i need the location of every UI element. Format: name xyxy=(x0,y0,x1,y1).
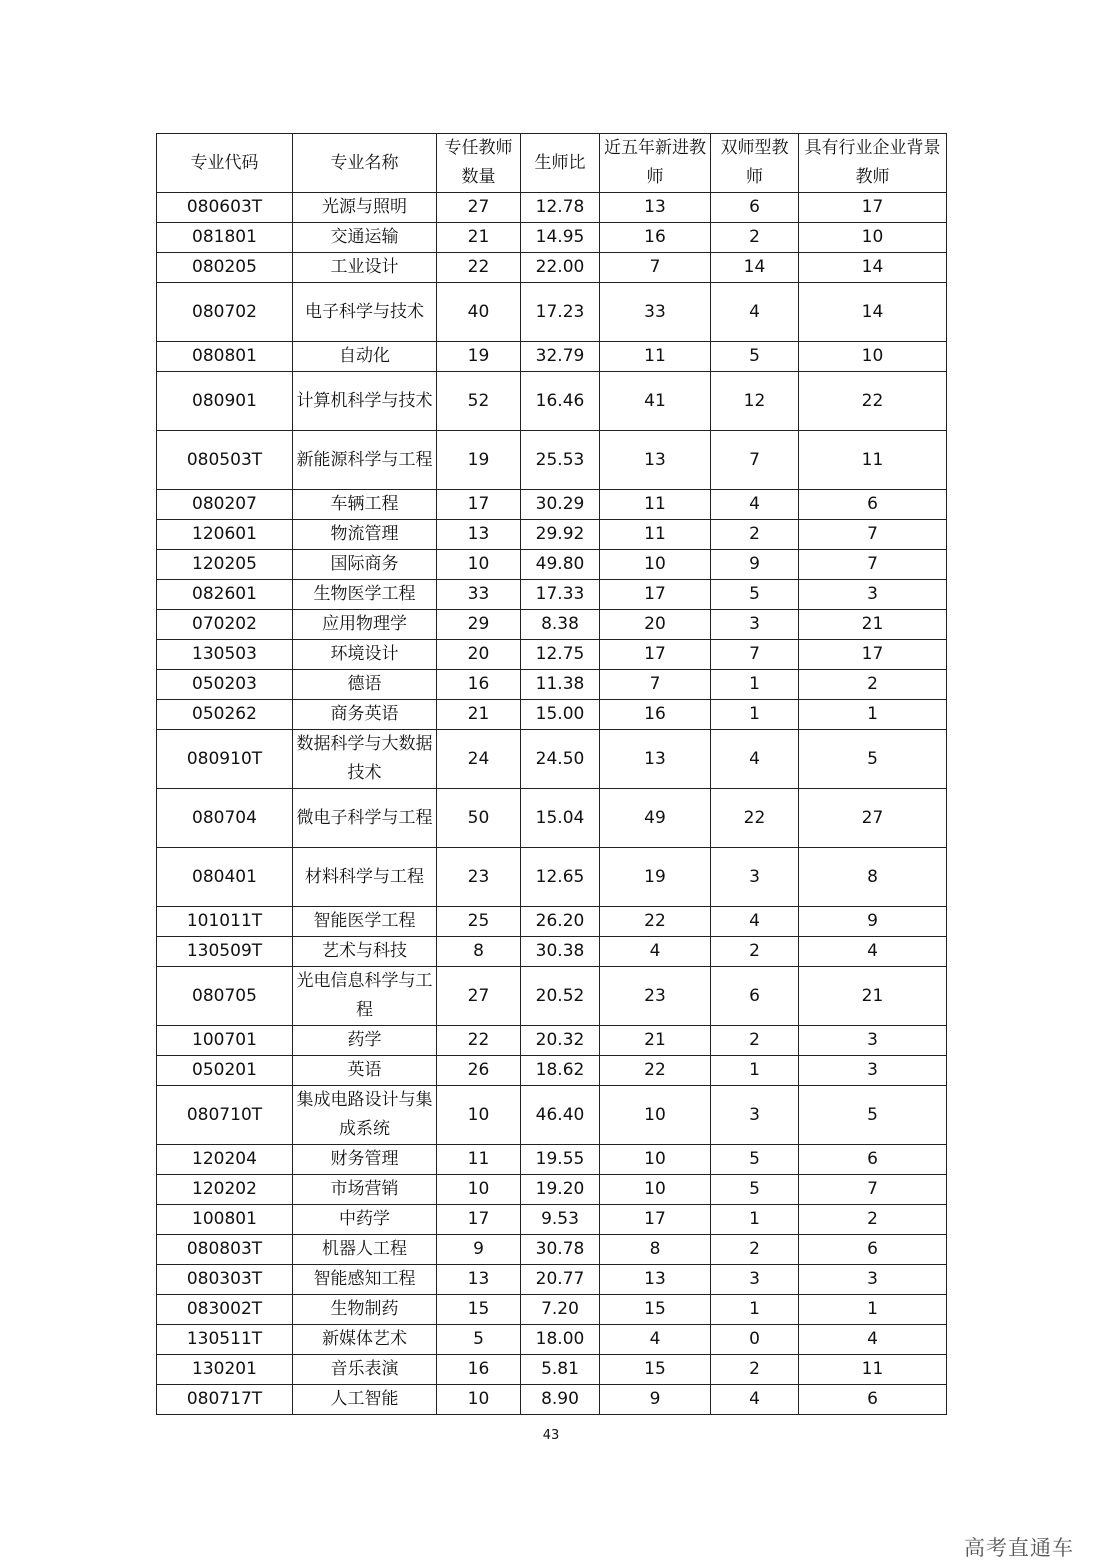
table-row xyxy=(157,283,947,342)
cell-dual-teachers: 6 xyxy=(711,967,799,1026)
cell-code: 120601 xyxy=(157,520,293,550)
cell-industry-teachers: 22 xyxy=(799,372,947,431)
cell-teachers: 27 xyxy=(437,967,521,1026)
cell-code: 080803T xyxy=(157,1235,293,1265)
cell-ratio: 17.33 xyxy=(521,580,600,610)
cell-ratio: 30.29 xyxy=(521,490,600,520)
cell-teachers: 17 xyxy=(437,1205,521,1235)
cell-industry-teachers: 14 xyxy=(799,283,947,342)
cell-ratio: 49.80 xyxy=(521,550,600,580)
cell-dual-teachers: 0 xyxy=(711,1325,799,1355)
table-row xyxy=(157,520,947,550)
cell-teachers: 24 xyxy=(437,730,521,789)
cell-industry-teachers: 11 xyxy=(799,1355,947,1385)
cell-new-teachers: 17 xyxy=(600,1205,711,1235)
cell-name: 计算机科学与技术 xyxy=(293,372,437,431)
cell-industry-teachers: 3 xyxy=(799,1026,947,1056)
cell-industry-teachers: 7 xyxy=(799,520,947,550)
cell-ratio: 16.46 xyxy=(521,372,600,431)
cell-ratio: 17.23 xyxy=(521,283,600,342)
cell-code: 080205 xyxy=(157,253,293,283)
cell-name: 智能感知工程 xyxy=(293,1265,437,1295)
cell-industry-teachers: 3 xyxy=(799,580,947,610)
cell-new-teachers: 23 xyxy=(600,967,711,1026)
cell-name: 生物医学工程 xyxy=(293,580,437,610)
cell-dual-teachers: 4 xyxy=(711,907,799,937)
cell-new-teachers: 33 xyxy=(600,283,711,342)
page-number: 43 xyxy=(542,1428,560,1443)
cell-code: 050201 xyxy=(157,1056,293,1086)
cell-teachers: 13 xyxy=(437,1265,521,1295)
cell-new-teachers: 17 xyxy=(600,580,711,610)
cell-industry-teachers: 6 xyxy=(799,1235,947,1265)
cell-code: 080303T xyxy=(157,1265,293,1295)
cell-industry-teachers: 6 xyxy=(799,1385,947,1415)
cell-name: 应用物理学 xyxy=(293,610,437,640)
cell-code: 080705 xyxy=(157,967,293,1026)
cell-new-teachers: 16 xyxy=(600,223,711,253)
cell-industry-teachers: 27 xyxy=(799,789,947,848)
cell-code: 120204 xyxy=(157,1145,293,1175)
header-name: 专业名称 xyxy=(293,134,437,193)
cell-code: 080207 xyxy=(157,490,293,520)
cell-teachers: 19 xyxy=(437,342,521,372)
cell-new-teachers: 21 xyxy=(600,1026,711,1056)
table-row xyxy=(157,1325,947,1355)
cell-dual-teachers: 4 xyxy=(711,490,799,520)
header-industry-teachers: 具有行业企业背景教师 xyxy=(799,134,947,193)
cell-new-teachers: 15 xyxy=(600,1355,711,1385)
cell-teachers: 50 xyxy=(437,789,521,848)
cell-name: 物流管理 xyxy=(293,520,437,550)
cell-industry-teachers: 14 xyxy=(799,253,947,283)
table-row xyxy=(157,342,947,372)
cell-dual-teachers: 7 xyxy=(711,431,799,490)
cell-code: 080710T xyxy=(157,1086,293,1145)
cell-new-teachers: 13 xyxy=(600,1265,711,1295)
cell-new-teachers: 11 xyxy=(600,520,711,550)
cell-ratio: 12.78 xyxy=(521,193,600,223)
cell-new-teachers: 13 xyxy=(600,431,711,490)
cell-name: 生物制药 xyxy=(293,1295,437,1325)
cell-ratio: 14.95 xyxy=(521,223,600,253)
cell-new-teachers: 22 xyxy=(600,1056,711,1086)
cell-dual-teachers: 2 xyxy=(711,1026,799,1056)
cell-name: 微电子科学与工程 xyxy=(293,789,437,848)
table-row xyxy=(157,1026,947,1056)
cell-name: 商务英语 xyxy=(293,700,437,730)
cell-industry-teachers: 1 xyxy=(799,700,947,730)
cell-industry-teachers: 10 xyxy=(799,342,947,372)
cell-teachers: 10 xyxy=(437,1086,521,1145)
cell-new-teachers: 4 xyxy=(600,937,711,967)
cell-teachers: 33 xyxy=(437,580,521,610)
cell-dual-teachers: 22 xyxy=(711,789,799,848)
cell-code: 100701 xyxy=(157,1026,293,1056)
cell-new-teachers: 11 xyxy=(600,342,711,372)
table-row xyxy=(157,907,947,937)
cell-name: 集成电路设计与集成系统 xyxy=(293,1086,437,1145)
cell-industry-teachers: 11 xyxy=(799,431,947,490)
table-row xyxy=(157,1355,947,1385)
cell-new-teachers: 7 xyxy=(600,670,711,700)
cell-ratio: 30.38 xyxy=(521,937,600,967)
table-row xyxy=(157,640,947,670)
cell-industry-teachers: 7 xyxy=(799,1175,947,1205)
cell-industry-teachers: 2 xyxy=(799,670,947,700)
cell-code: 083002T xyxy=(157,1295,293,1325)
cell-name: 车辆工程 xyxy=(293,490,437,520)
cell-ratio: 22.00 xyxy=(521,253,600,283)
cell-dual-teachers: 2 xyxy=(711,937,799,967)
cell-name: 新能源科学与工程 xyxy=(293,431,437,490)
cell-new-teachers: 41 xyxy=(600,372,711,431)
cell-dual-teachers: 5 xyxy=(711,1175,799,1205)
cell-name: 新媒体艺术 xyxy=(293,1325,437,1355)
cell-ratio: 18.62 xyxy=(521,1056,600,1086)
cell-teachers: 9 xyxy=(437,1235,521,1265)
table-row xyxy=(157,1145,947,1175)
cell-ratio: 5.81 xyxy=(521,1355,600,1385)
cell-teachers: 25 xyxy=(437,907,521,937)
cell-industry-teachers: 4 xyxy=(799,937,947,967)
cell-ratio: 29.92 xyxy=(521,520,600,550)
cell-code: 080717T xyxy=(157,1385,293,1415)
cell-dual-teachers: 6 xyxy=(711,193,799,223)
cell-ratio: 8.90 xyxy=(521,1385,600,1415)
cell-teachers: 10 xyxy=(437,1385,521,1415)
cell-teachers: 21 xyxy=(437,700,521,730)
cell-industry-teachers: 6 xyxy=(799,490,947,520)
table-row xyxy=(157,730,947,789)
cell-dual-teachers: 1 xyxy=(711,1056,799,1086)
cell-new-teachers: 10 xyxy=(600,1175,711,1205)
cell-teachers: 10 xyxy=(437,1175,521,1205)
cell-new-teachers: 15 xyxy=(600,1295,711,1325)
cell-new-teachers: 22 xyxy=(600,907,711,937)
cell-industry-teachers: 3 xyxy=(799,1056,947,1086)
cell-dual-teachers: 4 xyxy=(711,283,799,342)
header-ratio: 生师比 xyxy=(521,134,600,193)
cell-name: 工业设计 xyxy=(293,253,437,283)
cell-teachers: 22 xyxy=(437,1026,521,1056)
cell-dual-teachers: 2 xyxy=(711,1355,799,1385)
cell-code: 120205 xyxy=(157,550,293,580)
cell-dual-teachers: 1 xyxy=(711,1205,799,1235)
cell-code: 082601 xyxy=(157,580,293,610)
cell-dual-teachers: 5 xyxy=(711,1145,799,1175)
cell-dual-teachers: 1 xyxy=(711,1295,799,1325)
cell-name: 材料科学与工程 xyxy=(293,848,437,907)
table-row xyxy=(157,1086,947,1145)
cell-teachers: 13 xyxy=(437,520,521,550)
teacher-statistics-table xyxy=(156,133,947,1415)
cell-name: 音乐表演 xyxy=(293,1355,437,1385)
table-row xyxy=(157,967,947,1026)
cell-industry-teachers: 9 xyxy=(799,907,947,937)
cell-teachers: 19 xyxy=(437,431,521,490)
table-row xyxy=(157,1295,947,1325)
cell-industry-teachers: 3 xyxy=(799,1265,947,1295)
cell-new-teachers: 49 xyxy=(600,789,711,848)
cell-industry-teachers: 6 xyxy=(799,1145,947,1175)
table-row xyxy=(157,1175,947,1205)
cell-name: 环境设计 xyxy=(293,640,437,670)
cell-ratio: 24.50 xyxy=(521,730,600,789)
cell-ratio: 15.00 xyxy=(521,700,600,730)
cell-name: 电子科学与技术 xyxy=(293,283,437,342)
cell-ratio: 46.40 xyxy=(521,1086,600,1145)
cell-new-teachers: 13 xyxy=(600,193,711,223)
cell-code: 080401 xyxy=(157,848,293,907)
cell-teachers: 10 xyxy=(437,550,521,580)
cell-dual-teachers: 2 xyxy=(711,520,799,550)
cell-code: 130509T xyxy=(157,937,293,967)
cell-code: 080704 xyxy=(157,789,293,848)
cell-new-teachers: 20 xyxy=(600,610,711,640)
table-row xyxy=(157,789,947,848)
cell-code: 080603T xyxy=(157,193,293,223)
cell-ratio: 7.20 xyxy=(521,1295,600,1325)
cell-teachers: 8 xyxy=(437,937,521,967)
header-teachers: 专任教师数量 xyxy=(437,134,521,193)
cell-ratio: 26.20 xyxy=(521,907,600,937)
cell-name: 机器人工程 xyxy=(293,1235,437,1265)
cell-dual-teachers: 14 xyxy=(711,253,799,283)
cell-industry-teachers: 10 xyxy=(799,223,947,253)
cell-dual-teachers: 4 xyxy=(711,730,799,789)
cell-name: 德语 xyxy=(293,670,437,700)
cell-new-teachers: 17 xyxy=(600,640,711,670)
cell-new-teachers: 4 xyxy=(600,1325,711,1355)
cell-ratio: 20.77 xyxy=(521,1265,600,1295)
table-row xyxy=(157,700,947,730)
cell-code: 130511T xyxy=(157,1325,293,1355)
cell-ratio: 8.38 xyxy=(521,610,600,640)
cell-name: 光电信息科学与工程 xyxy=(293,967,437,1026)
cell-teachers: 29 xyxy=(437,610,521,640)
cell-new-teachers: 16 xyxy=(600,700,711,730)
cell-teachers: 5 xyxy=(437,1325,521,1355)
cell-ratio: 30.78 xyxy=(521,1235,600,1265)
cell-code: 101011T xyxy=(157,907,293,937)
cell-code: 050262 xyxy=(157,700,293,730)
table-row xyxy=(157,937,947,967)
cell-teachers: 52 xyxy=(437,372,521,431)
cell-dual-teachers: 2 xyxy=(711,223,799,253)
cell-dual-teachers: 1 xyxy=(711,670,799,700)
cell-industry-teachers: 2 xyxy=(799,1205,947,1235)
cell-industry-teachers: 7 xyxy=(799,550,947,580)
cell-new-teachers: 7 xyxy=(600,253,711,283)
cell-ratio: 18.00 xyxy=(521,1325,600,1355)
cell-ratio: 12.65 xyxy=(521,848,600,907)
table-row xyxy=(157,1385,947,1415)
cell-teachers: 15 xyxy=(437,1295,521,1325)
cell-code: 080901 xyxy=(157,372,293,431)
cell-ratio: 32.79 xyxy=(521,342,600,372)
cell-name: 市场营销 xyxy=(293,1175,437,1205)
header-code: 专业代码 xyxy=(157,134,293,193)
table-row xyxy=(157,193,947,223)
cell-name: 人工智能 xyxy=(293,1385,437,1415)
table-row xyxy=(157,1205,947,1235)
cell-industry-teachers: 5 xyxy=(799,1086,947,1145)
cell-ratio: 20.32 xyxy=(521,1026,600,1056)
table-row xyxy=(157,580,947,610)
cell-industry-teachers: 17 xyxy=(799,640,947,670)
header-new-teachers: 近五年新进教师 xyxy=(600,134,711,193)
cell-teachers: 17 xyxy=(437,490,521,520)
table-header-row xyxy=(157,134,947,193)
cell-new-teachers: 19 xyxy=(600,848,711,907)
cell-code: 100801 xyxy=(157,1205,293,1235)
cell-name: 交通运输 xyxy=(293,223,437,253)
cell-dual-teachers: 5 xyxy=(711,580,799,610)
table-row xyxy=(157,550,947,580)
cell-dual-teachers: 3 xyxy=(711,1086,799,1145)
cell-teachers: 20 xyxy=(437,640,521,670)
header-dual-teachers: 双师型教师 xyxy=(711,134,799,193)
cell-dual-teachers: 7 xyxy=(711,640,799,670)
cell-ratio: 19.55 xyxy=(521,1145,600,1175)
cell-code: 070202 xyxy=(157,610,293,640)
cell-dual-teachers: 2 xyxy=(711,1235,799,1265)
table-row xyxy=(157,372,947,431)
cell-code: 080702 xyxy=(157,283,293,342)
cell-dual-teachers: 12 xyxy=(711,372,799,431)
cell-new-teachers: 10 xyxy=(600,1086,711,1145)
cell-ratio: 15.04 xyxy=(521,789,600,848)
cell-industry-teachers: 5 xyxy=(799,730,947,789)
cell-code: 120202 xyxy=(157,1175,293,1205)
cell-teachers: 11 xyxy=(437,1145,521,1175)
cell-dual-teachers: 3 xyxy=(711,1265,799,1295)
cell-dual-teachers: 3 xyxy=(711,610,799,640)
cell-name: 财务管理 xyxy=(293,1145,437,1175)
table-row xyxy=(157,848,947,907)
cell-teachers: 21 xyxy=(437,223,521,253)
table-row xyxy=(157,1235,947,1265)
cell-teachers: 16 xyxy=(437,670,521,700)
cell-name: 英语 xyxy=(293,1056,437,1086)
table-row xyxy=(157,610,947,640)
cell-code: 130503 xyxy=(157,640,293,670)
cell-new-teachers: 13 xyxy=(600,730,711,789)
cell-new-teachers: 10 xyxy=(600,550,711,580)
cell-code: 130201 xyxy=(157,1355,293,1385)
cell-dual-teachers: 4 xyxy=(711,1385,799,1415)
cell-dual-teachers: 5 xyxy=(711,342,799,372)
table-row xyxy=(157,1056,947,1086)
table-row xyxy=(157,1265,947,1295)
cell-teachers: 22 xyxy=(437,253,521,283)
cell-teachers: 23 xyxy=(437,848,521,907)
cell-name: 中药学 xyxy=(293,1205,437,1235)
cell-industry-teachers: 21 xyxy=(799,610,947,640)
cell-teachers: 27 xyxy=(437,193,521,223)
cell-ratio: 20.52 xyxy=(521,967,600,1026)
cell-name: 光源与照明 xyxy=(293,193,437,223)
cell-industry-teachers: 17 xyxy=(799,193,947,223)
table-row xyxy=(157,253,947,283)
table-row xyxy=(157,670,947,700)
cell-new-teachers: 11 xyxy=(600,490,711,520)
cell-new-teachers: 9 xyxy=(600,1385,711,1415)
cell-industry-teachers: 1 xyxy=(799,1295,947,1325)
cell-dual-teachers: 3 xyxy=(711,848,799,907)
cell-name: 自动化 xyxy=(293,342,437,372)
cell-code: 080910T xyxy=(157,730,293,789)
cell-industry-teachers: 21 xyxy=(799,967,947,1026)
cell-new-teachers: 10 xyxy=(600,1145,711,1175)
cell-name: 数据科学与大数据技术 xyxy=(293,730,437,789)
cell-name: 智能医学工程 xyxy=(293,907,437,937)
cell-industry-teachers: 8 xyxy=(799,848,947,907)
cell-ratio: 19.20 xyxy=(521,1175,600,1205)
cell-name: 国际商务 xyxy=(293,550,437,580)
watermark-text: 高考直通车 xyxy=(964,1536,1074,1560)
cell-name: 药学 xyxy=(293,1026,437,1056)
cell-dual-teachers: 9 xyxy=(711,550,799,580)
cell-code: 081801 xyxy=(157,223,293,253)
cell-ratio: 9.53 xyxy=(521,1205,600,1235)
cell-code: 050203 xyxy=(157,670,293,700)
cell-ratio: 11.38 xyxy=(521,670,600,700)
cell-teachers: 16 xyxy=(437,1355,521,1385)
cell-code: 080801 xyxy=(157,342,293,372)
cell-industry-teachers: 4 xyxy=(799,1325,947,1355)
cell-teachers: 26 xyxy=(437,1056,521,1086)
table-row xyxy=(157,490,947,520)
table-row xyxy=(157,223,947,253)
cell-new-teachers: 8 xyxy=(600,1235,711,1265)
cell-ratio: 12.75 xyxy=(521,640,600,670)
cell-code: 080503T xyxy=(157,431,293,490)
cell-teachers: 40 xyxy=(437,283,521,342)
cell-name: 艺术与科技 xyxy=(293,937,437,967)
table-row xyxy=(157,431,947,490)
cell-ratio: 25.53 xyxy=(521,431,600,490)
cell-dual-teachers: 1 xyxy=(711,700,799,730)
